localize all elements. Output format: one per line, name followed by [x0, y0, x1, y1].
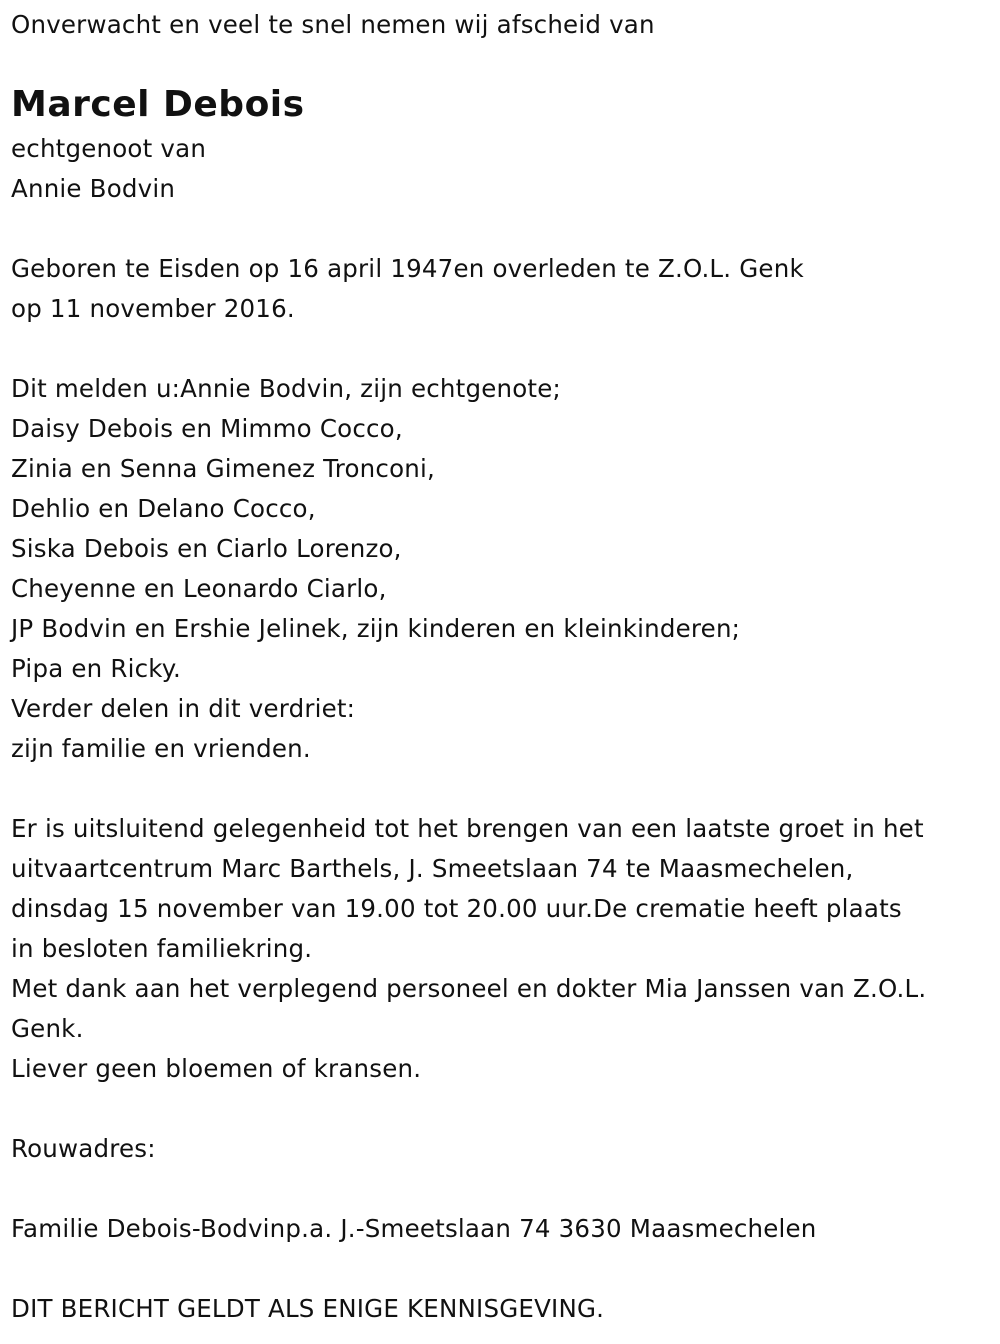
arrangements-line: dinsdag 15 november van 19.00 tot 20.00 uur.De crematie heeft plaats [11, 894, 902, 923]
relation-text: echtgenoot van [11, 134, 207, 163]
spouse-name: Annie Bodvin [11, 174, 176, 203]
family-line: Daisy Debois en Mimmo Cocco, [11, 414, 403, 443]
family-line: JP Bodvin en Ershie Jelinek, zijn kinderen en kleinkinderen; [11, 614, 741, 643]
family-line: Cheyenne en Leonardo Ciarlo, [11, 574, 387, 603]
spacer [11, 1089, 996, 1129]
family-line: Siska Debois en Ciarlo Lorenzo, [11, 534, 402, 563]
family-line: Zinia en Senna Gimenez Tronconi, [11, 454, 435, 483]
mourning-address: Familie Debois-Bodvinp.a. J.-Smeetslaan 74 3630 Maasmechelen [11, 1214, 817, 1243]
family-line: zijn familie en vrienden. [11, 734, 311, 763]
spacer [11, 209, 996, 249]
family-line: Dit melden u:Annie Bodvin, zijn echtgenote; [11, 374, 561, 403]
arrangements-line: uitvaartcentrum Marc Barthels, J. Smeetslaan 74 te Maasmechelen, [11, 854, 854, 883]
obituary-notice [11, 5, 996, 1329]
spacer [11, 769, 996, 809]
intro-text: Onverwacht en veel te snel nemen wij afscheid van [11, 10, 655, 39]
closing-notice: DIT BERICHT GELDT ALS ENIGE KENNISGEVING. [11, 1294, 605, 1323]
birth-death-line: Geboren te Eisden op 16 april 1947en overleden te Z.O.L. Genk [11, 254, 804, 283]
deceased-name: Marcel Debois [11, 84, 305, 125]
arrangements-line: in besloten familiekring. [11, 934, 313, 963]
family-line: Verder delen in dit verdriet: [11, 694, 356, 723]
spacer [11, 329, 996, 369]
address-label: Rouwadres: [11, 1134, 156, 1163]
arrangements-line: Genk. [11, 1014, 84, 1043]
birth-death-line: op 11 november 2016. [11, 294, 295, 323]
family-line: Pipa en Ricky. [11, 654, 181, 683]
spacer [11, 1169, 996, 1209]
spacer [11, 1249, 996, 1289]
arrangements-line: Met dank aan het verplegend personeel en dokter Mia Janssen van Z.O.L. [11, 974, 927, 1003]
arrangements-line: Liever geen bloemen of kransen. [11, 1054, 422, 1083]
arrangements-line: Er is uitsluitend gelegenheid tot het brengen van een laatste groet in het [11, 814, 924, 843]
family-line: Dehlio en Delano Cocco, [11, 494, 316, 523]
